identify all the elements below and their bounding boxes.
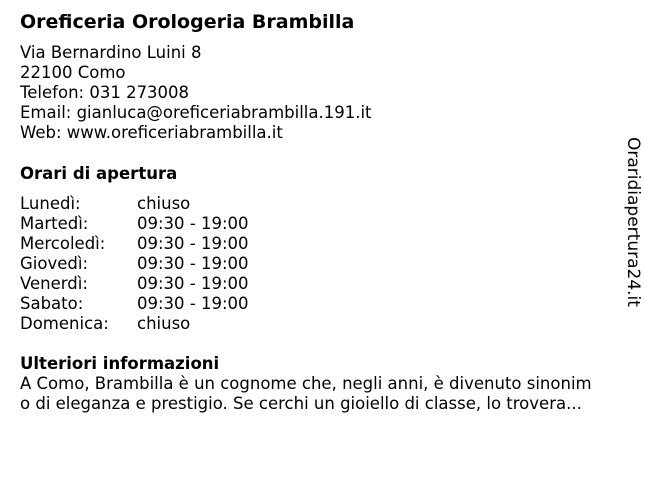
address-street: Via Bernardino Luini 8 [20,43,202,62]
email-text: Email: gianluca@oreficeriabrambilla.191.it [20,103,372,122]
hours-day: Domenica: [20,314,109,333]
hours-time: 09:30 - 19:00 [137,274,249,293]
hours-time: chiuso [137,194,191,213]
hours-day: Lunedì: [20,194,81,213]
hours-time: 09:30 - 19:00 [137,214,249,233]
more-info-heading: Ulteriori informazioni [20,354,220,373]
hours-time: 09:30 - 19:00 [137,234,249,253]
web-text: Web: www.oreficeriabrambilla.it [20,123,283,142]
more-info-text [20,374,622,414]
more-info-line-1: A Como, Brambilla è un cognome che, negli anni, è divenuto sinonim [20,374,592,393]
hours-time: 09:30 - 19:00 [137,294,249,313]
contact-block [20,43,372,143]
hours-day: Martedì: [20,214,89,233]
more-info-line-2: o di eleganza e prestigio. Se cerchi un gioiello di classe, lo trovera... [20,394,582,413]
opening-hours-heading: Orari di apertura [20,164,178,183]
hours-time: 09:30 - 19:00 [137,254,249,273]
site-brand-text: Oraridiapertura24.it [623,137,643,307]
hours-day: Venerdì: [20,274,88,293]
business-name: Oreficeria Orologeria Brambilla [20,11,355,33]
address-city: 22100 Como [20,63,126,82]
hours-day: Giovedì: [20,254,88,273]
site-brand-vertical [623,137,645,310]
phone-text: Telefon: 031 273008 [20,83,190,102]
hours-time: chiuso [137,314,191,333]
hours-day: Sabato: [20,294,84,313]
hours-day: Mercoledì: [20,234,106,253]
